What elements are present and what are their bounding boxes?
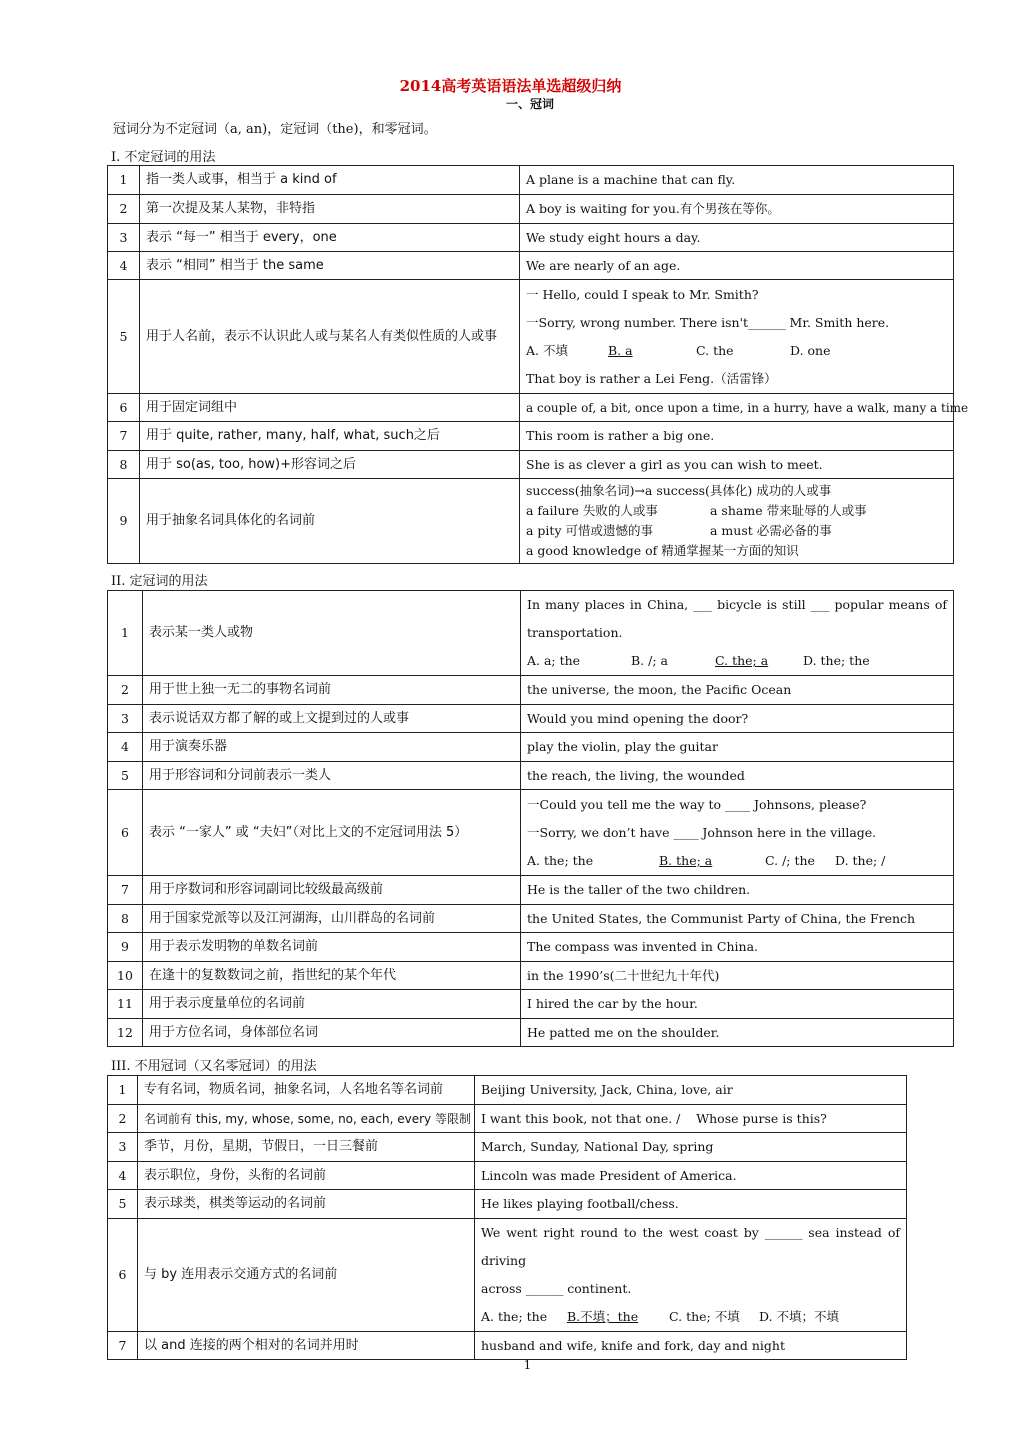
example-cell: Lincoln was made President of America. xyxy=(475,1162,907,1190)
table-row xyxy=(108,166,954,195)
example-cell: He patted me on the shoulder. xyxy=(521,1019,954,1047)
rule-cell: 用于国家党派等以及江河湖海，山川群岛的名词前 xyxy=(143,905,521,933)
rule-cell: 表示 “一家人” 或 “夫妇”（对比上文的不定冠词用法 5） xyxy=(143,790,521,876)
rule-cell: 用于抽象名词具体化的名词前 xyxy=(140,479,520,564)
example-line: 一Sorry, wrong number. There isn't______ Mr. Smith here. xyxy=(526,314,890,330)
table-row xyxy=(108,676,954,705)
table-row xyxy=(108,224,954,252)
table-row xyxy=(108,422,954,451)
rule-cell: 用于世上独一无二的事物名词前 xyxy=(143,676,521,705)
rule-cell: 与 by 连用表示交通方式的名词前 xyxy=(138,1219,475,1332)
table-row xyxy=(108,591,954,676)
row-number: 8 xyxy=(108,905,143,933)
option-b: B. /; a xyxy=(631,653,668,668)
example-cell xyxy=(520,479,954,564)
rule-cell: 表示 “相同” 相当于 the same xyxy=(140,252,520,280)
example-cell: He is the taller of the two children. xyxy=(521,876,954,905)
example-cell: March, Sunday, National Day, spring xyxy=(475,1133,907,1162)
row-number: 5 xyxy=(108,762,143,790)
rule-cell: 专有名词，物质名词，抽象名词，人名地名等名词前 xyxy=(138,1076,475,1105)
rule-cell: 用于形容词和分词前表示一类人 xyxy=(143,762,521,790)
example-phrase: a failure 失败的人或事 xyxy=(526,503,658,518)
example-line: across ______ continent. xyxy=(481,1281,632,1296)
row-number: 2 xyxy=(108,1105,138,1133)
example-cell: a couple of, a bit, once upon a time, in a hurry, have a walk, many a time xyxy=(520,394,954,422)
row-number: 7 xyxy=(108,876,143,905)
row-number: 4 xyxy=(108,1162,138,1190)
rule-cell: 用于演奏乐器 xyxy=(143,733,521,762)
rule-cell: 用于人名前，表示不认识此人或与某名人有类似性质的人或事 xyxy=(140,280,520,394)
example-line: success(抽象名词)→a success(具体化) 成功的人或事 xyxy=(526,483,832,498)
table-row xyxy=(108,790,954,876)
option-a: A. the; the xyxy=(527,852,594,868)
example-cell: play the violin, play the guitar xyxy=(521,733,954,762)
table-row xyxy=(108,1076,907,1105)
table-row xyxy=(108,876,954,905)
row-number: 2 xyxy=(108,676,143,705)
row-number: 1 xyxy=(108,1076,138,1105)
row-number: 8 xyxy=(108,451,140,479)
example-cell: We are nearly of an age. xyxy=(520,252,954,280)
row-number: 3 xyxy=(108,224,140,252)
table-row xyxy=(108,195,954,224)
option-a: A. 不填 xyxy=(526,342,568,358)
document-title: 2014高考英语语法单选超级归纳 xyxy=(399,77,622,95)
answer-options xyxy=(527,647,947,675)
table-row xyxy=(108,1105,907,1133)
example-cell: the universe, the moon, the Pacific Ocean xyxy=(521,676,954,705)
table-row xyxy=(108,1133,907,1162)
table-row xyxy=(108,933,954,962)
rule-cell: 指一类人或事，相当于 a kind of xyxy=(140,166,520,195)
row-number: 3 xyxy=(108,705,143,733)
option-c: C. the; a xyxy=(715,653,769,668)
table-row xyxy=(108,479,954,564)
example-line xyxy=(526,521,947,541)
rule-cell: 表示说话双方都了解的或上文提到过的人或事 xyxy=(143,705,521,733)
example-cell: We study eight hours a day. xyxy=(520,224,954,252)
table-row xyxy=(108,280,954,394)
example-line: We went right round to the west coast by ______ sea instead of driving xyxy=(481,1225,900,1268)
option-d: D. 不填；不填 xyxy=(759,1309,840,1324)
table-row xyxy=(108,733,954,762)
row-number: 10 xyxy=(108,962,143,990)
intro-text: 冠词分为不定冠词（a, an)，定冠词（the)，和零冠词。 xyxy=(113,122,437,137)
rule-cell: 以 and 连接的两个相对的名词并用时 xyxy=(138,1332,475,1360)
rule-cell: 用于序数词和形容词副词比较级最高级前 xyxy=(143,876,521,905)
option-d: D. the; / xyxy=(835,852,886,868)
table-row xyxy=(108,1019,954,1047)
row-number: 7 xyxy=(108,422,140,451)
table-row xyxy=(108,252,954,280)
answer-options xyxy=(526,337,947,365)
section1-table xyxy=(107,165,969,564)
rule-cell: 第一次提及某人某物，非特指 xyxy=(140,195,520,224)
row-number: 5 xyxy=(108,1190,138,1219)
section2-table xyxy=(107,590,954,1047)
option-b: B.不填；the xyxy=(567,1309,639,1324)
rule-cell: 用于方位名词，身体部位名词 xyxy=(143,1019,521,1047)
rule-cell: 表示球类，棋类等运动的名词前 xyxy=(138,1190,475,1219)
row-number: 9 xyxy=(108,479,140,564)
example-cell: A boy is waiting for you.有个男孩在等你。 xyxy=(520,195,954,224)
example-phrase: a shame 带来耻辱的人或事 xyxy=(710,503,867,518)
row-number: 11 xyxy=(108,990,143,1019)
example-cell xyxy=(521,591,954,676)
section2-heading: II. 定冠词的用法 xyxy=(111,574,208,589)
row-number: 6 xyxy=(108,394,140,422)
rule-cell: 用于表示发明物的单数名词前 xyxy=(143,933,521,962)
row-number: 6 xyxy=(108,790,143,876)
row-number: 3 xyxy=(108,1133,138,1162)
row-number: 9 xyxy=(108,933,143,962)
example-line: That boy is rather a Lei Feng.（活雷锋） xyxy=(526,370,777,386)
answer-options xyxy=(481,1303,900,1331)
row-number: 7 xyxy=(108,1332,138,1360)
rule-cell: 在逢十的复数数词之前，指世纪的某个年代 xyxy=(143,962,521,990)
row-number: 5 xyxy=(108,280,140,394)
example-line: a good knowledge of 精通掌握某一方面的知识 xyxy=(526,543,799,558)
option-d: D. the; the xyxy=(803,653,870,668)
table-row xyxy=(108,1332,907,1360)
example-line xyxy=(526,501,947,521)
option-c: C. the xyxy=(696,342,734,358)
example-line: 一Could you tell me the way to ____ Johnsons, please? xyxy=(527,796,867,812)
example-cell: in the 1990’s(二十世纪九十年代) xyxy=(521,962,954,990)
table-row xyxy=(108,990,954,1019)
example-cell: husband and wife, knife and fork, day and night xyxy=(475,1332,907,1360)
example-cell: Would you mind opening the door? xyxy=(521,705,954,733)
table-row xyxy=(108,451,954,479)
example-cell: He likes playing football/chess. xyxy=(475,1190,907,1219)
example-line: 一 Hello, could I speak to Mr. Smith? xyxy=(526,286,759,302)
example-cell: the reach, the living, the wounded xyxy=(521,762,954,790)
row-number: 6 xyxy=(108,1219,138,1332)
example-phrase: a must 必需必备的事 xyxy=(710,523,832,538)
table-row xyxy=(108,962,954,990)
row-number: 2 xyxy=(108,195,140,224)
example-cell xyxy=(520,280,954,394)
rule-cell: 用于 so(as, too, how)+形容词之后 xyxy=(140,451,520,479)
rule-cell: 季节，月份，星期，节假日，一日三餐前 xyxy=(138,1133,475,1162)
page-number: 1 xyxy=(523,1358,532,1372)
example-cell: This room is rather a big one. xyxy=(520,422,954,451)
example-line: transportation. xyxy=(527,625,623,640)
row-number: 1 xyxy=(108,166,140,195)
rule-cell: 用于表示度量单位的名词前 xyxy=(143,990,521,1019)
example-cell xyxy=(521,790,954,876)
row-number: 12 xyxy=(108,1019,143,1047)
answer-options xyxy=(527,847,947,875)
rule-cell: 用于固定词组中 xyxy=(140,394,520,422)
table-row xyxy=(108,1162,907,1190)
example-cell: The compass was invented in China. xyxy=(521,933,954,962)
table-row xyxy=(108,762,954,790)
example-cell xyxy=(475,1219,907,1332)
example-cell: Beijing University, Jack, China, love, air xyxy=(475,1076,907,1105)
example-cell: the United States, the Communist Party of China, the French xyxy=(521,905,954,933)
table-row xyxy=(108,905,954,933)
section3-table xyxy=(107,1075,907,1360)
table-row xyxy=(108,1219,907,1332)
table-row xyxy=(108,705,954,733)
option-b: B. a xyxy=(608,342,633,358)
rule-cell: 表示职位，身份，头衔的名词前 xyxy=(138,1162,475,1190)
section3-heading: III. 不用冠词（又名零冠词）的用法 xyxy=(111,1059,317,1074)
table-row xyxy=(108,394,954,422)
option-c: C. the; 不填 xyxy=(669,1309,740,1324)
rule-cell: 表示 “每一” 相当于 every，one xyxy=(140,224,520,252)
option-a: A. a; the xyxy=(527,653,581,668)
example-line: In many places in China, ___ bicycle is still ___ popular means of xyxy=(527,597,947,612)
example-cell: A plane is a machine that can fly. xyxy=(520,166,954,195)
rule-cell: 名词前有 this, my, whose, some, no, each, every 等限制 xyxy=(138,1105,475,1133)
example-cell: I hired the car by the hour. xyxy=(521,990,954,1019)
example-line: 一Sorry, we don’t have ____ Johnson here in the village. xyxy=(527,824,877,840)
rule-cell: 用于 quite, rather, many, half, what, such之后 xyxy=(140,422,520,451)
row-number: 1 xyxy=(108,591,143,676)
row-number: 4 xyxy=(108,733,143,762)
example-cell: I want this book, not that one. / Whose purse is this? xyxy=(475,1105,907,1133)
section1-heading: I. 不定冠词的用法 xyxy=(111,150,216,165)
option-b: B. the; a xyxy=(659,852,713,868)
table-row xyxy=(108,1190,907,1219)
option-a: A. the; the xyxy=(481,1309,548,1324)
option-d: D. one xyxy=(790,342,831,358)
rule-cell: 表示某一类人或物 xyxy=(143,591,521,676)
section-subtitle: 一、冠词 xyxy=(505,97,554,111)
example-cell: She is as clever a girl as you can wish to meet. xyxy=(520,451,954,479)
example-phrase: a pity 可惜或遗憾的事 xyxy=(526,523,653,538)
row-number: 4 xyxy=(108,252,140,280)
option-c: C. /; the xyxy=(765,852,815,868)
